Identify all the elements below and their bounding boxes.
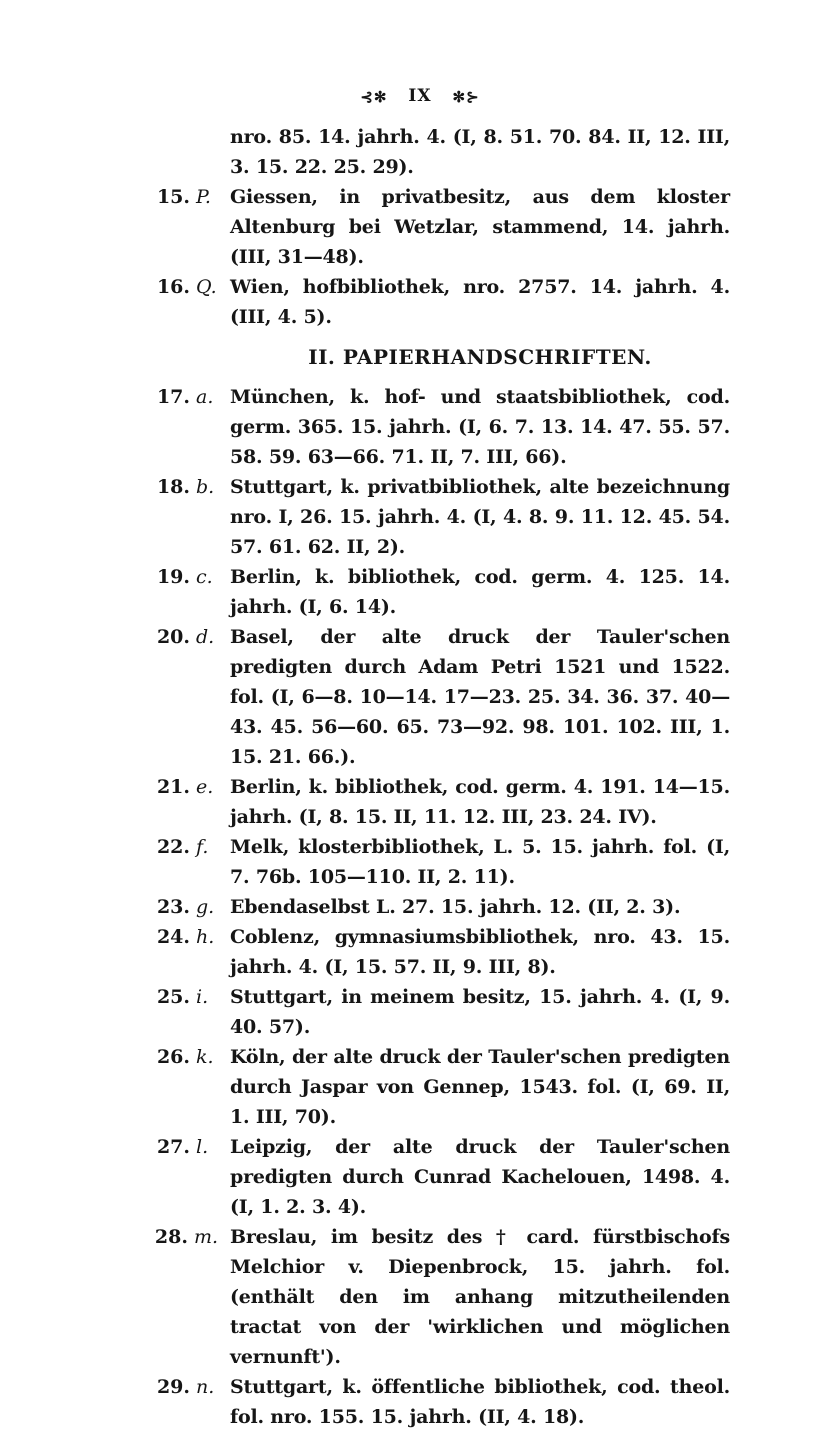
header-ornament-right: ✻⊱	[452, 87, 480, 106]
section-heading: II. PAPIERHANDSCHRIFTEN.	[308, 345, 652, 369]
entry-number: 21. e.	[0, 772, 218, 802]
entry-siglum: e.	[196, 776, 214, 798]
entry-number: 24. h.	[0, 922, 218, 952]
manuscript-entry	[0, 772, 840, 832]
manuscript-entry	[0, 892, 840, 922]
header-ornament-left: ⊰✻	[360, 87, 388, 106]
entry-text: Stuttgart, k. öffentliche bibliothek, cod. theol. fol. nro. 155. 15. jahrh. (II, 4. 18).	[230, 1376, 730, 1428]
entry-siglum: k.	[196, 1046, 214, 1068]
entry-number: 22. f.	[0, 832, 218, 862]
entry-text: Giessen, in privatbesitz, aus dem kloster Altenburg bei Wetzlar, stammend, 14. jahrh. (III, 31—48).	[230, 186, 730, 268]
entry-text: Stuttgart, k. privatbibliothek, alte bezeichnung nro. I, 26. 15. jahrh. 4. (I, 4. 8. 9. 11. 12. 45. 54. 57. 61. 62. II, 2).	[230, 476, 730, 558]
manuscript-entry	[0, 382, 840, 472]
entry-siglum: n.	[196, 1376, 215, 1398]
entry-text: Breslau, im besitz des † card. fürstbischofs Melchior v. Diepenbrock, 15. jahrh. fol. (enthält den im anhang mitzutheilenden tractat von der 'wirklichen und möglichen vernunft').	[230, 1226, 730, 1368]
entry-text: Leipzig, der alte druck der Tauler'schen predigten durch Cunrad Kachelouen, 1498. 4. (I, 1. 2. 3. 4).	[230, 1136, 730, 1218]
entry-number: 28. m.	[0, 1222, 218, 1252]
manuscript-entry	[0, 472, 840, 562]
entry-text: Berlin, k. bibliothek, cod. germ. 4. 191. 14—15. jahrh. (I, 8. 15. II, 11. 12. III, 23. 24. IV).	[230, 776, 730, 828]
entry-siglum: d.	[196, 626, 215, 648]
manuscript-entry	[0, 982, 840, 1042]
entry-number: 19. c.	[0, 562, 218, 592]
entry-siglum: Q.	[196, 276, 217, 298]
entry-number: 25. i.	[0, 982, 218, 1012]
manuscript-entry	[0, 622, 840, 772]
entry-number: 29. n.	[0, 1372, 218, 1402]
entry-siglum: c.	[196, 566, 213, 588]
manuscript-entry	[0, 1042, 840, 1132]
entry-text: München, k. hof- und staatsbibliothek, cod. germ. 365. 15. jahrh. (I, 6. 7. 13. 14. 47. 55. 57. 58. 59. 63—66. 71. II, 7. III, 66).	[230, 386, 730, 468]
entry-number	[0, 122, 218, 152]
entry-siglum: f.	[196, 836, 209, 858]
entry-siglum: i.	[196, 986, 209, 1008]
page-content	[0, 122, 840, 1432]
entry-text: Berlin, k. bibliothek, cod. germ. 4. 125. 14. jahrh. (I, 6. 14).	[230, 566, 730, 618]
entry-number: 17. a.	[0, 382, 218, 412]
entry-text: Coblenz, gymnasiumsbibliothek, nro. 43. 15. jahrh. 4. (I, 15. 57. II, 9. III, 8).	[230, 926, 730, 978]
page-header	[0, 86, 840, 106]
manuscript-entry	[0, 1132, 840, 1222]
entry-number: 15. P.	[0, 182, 218, 212]
page-number: IX	[408, 86, 432, 106]
manuscript-entry	[0, 832, 840, 892]
entry-siglum: b.	[196, 476, 215, 498]
entry-number: 16. Q.	[0, 272, 218, 302]
entry-text: Stuttgart, in meinem besitz, 15. jahrh. 4. (I, 9. 40. 57).	[230, 986, 730, 1038]
manuscript-entry	[0, 922, 840, 982]
entry-text: Basel, der alte druck der Tauler'schen predigten durch Adam Petri 1521 und 1522. fol. (I, 6—8. 10—14. 17—23. 25. 34. 36. 37. 40—43. 45. 56—60. 65. 73—92. 98. 101. 102. III, 1. 15. 21. 66.).	[230, 626, 730, 768]
entry-text: Ebendaselbst L. 27. 15. jahrh. 12. (II, 2. 3).	[230, 896, 681, 918]
entry-siglum: a.	[196, 386, 214, 408]
entry-number: 26. k.	[0, 1042, 218, 1072]
entry-text: Wien, hofbibliothek, nro. 2757. 14. jahrh. 4. (III, 4. 5).	[230, 276, 730, 328]
entry-number: 23. g.	[0, 892, 218, 922]
entry-text: nro. 85. 14. jahrh. 4. (I, 8. 51. 70. 84. II, 12. III, 3. 15. 22. 25. 29).	[230, 126, 730, 178]
manuscript-entry	[0, 1222, 840, 1372]
entry-siglum: P.	[196, 186, 211, 208]
manuscript-entry	[0, 122, 840, 182]
entry-siglum: g.	[196, 896, 215, 918]
entry-siglum: h.	[196, 926, 215, 948]
manuscript-entry	[0, 272, 840, 332]
entry-siglum: m.	[193, 1226, 218, 1248]
entry-number: 18. b.	[0, 472, 218, 502]
manuscript-entry	[0, 182, 840, 272]
entry-number: 20. d.	[0, 622, 218, 652]
entry-text: Melk, klosterbibliothek, L. 5. 15. jahrh. fol. (I, 7. 76b. 105—110. II, 2. 11).	[230, 836, 730, 888]
entry-text: Köln, der alte druck der Tauler'schen predigten durch Jaspar von Gennep, 1543. fol. (I, 69. II, 1. III, 70).	[230, 1046, 730, 1128]
entry-siglum: l.	[196, 1136, 209, 1158]
entry-number: 27. l.	[0, 1132, 218, 1162]
manuscript-entry	[0, 1372, 840, 1432]
manuscript-entry	[0, 562, 840, 622]
